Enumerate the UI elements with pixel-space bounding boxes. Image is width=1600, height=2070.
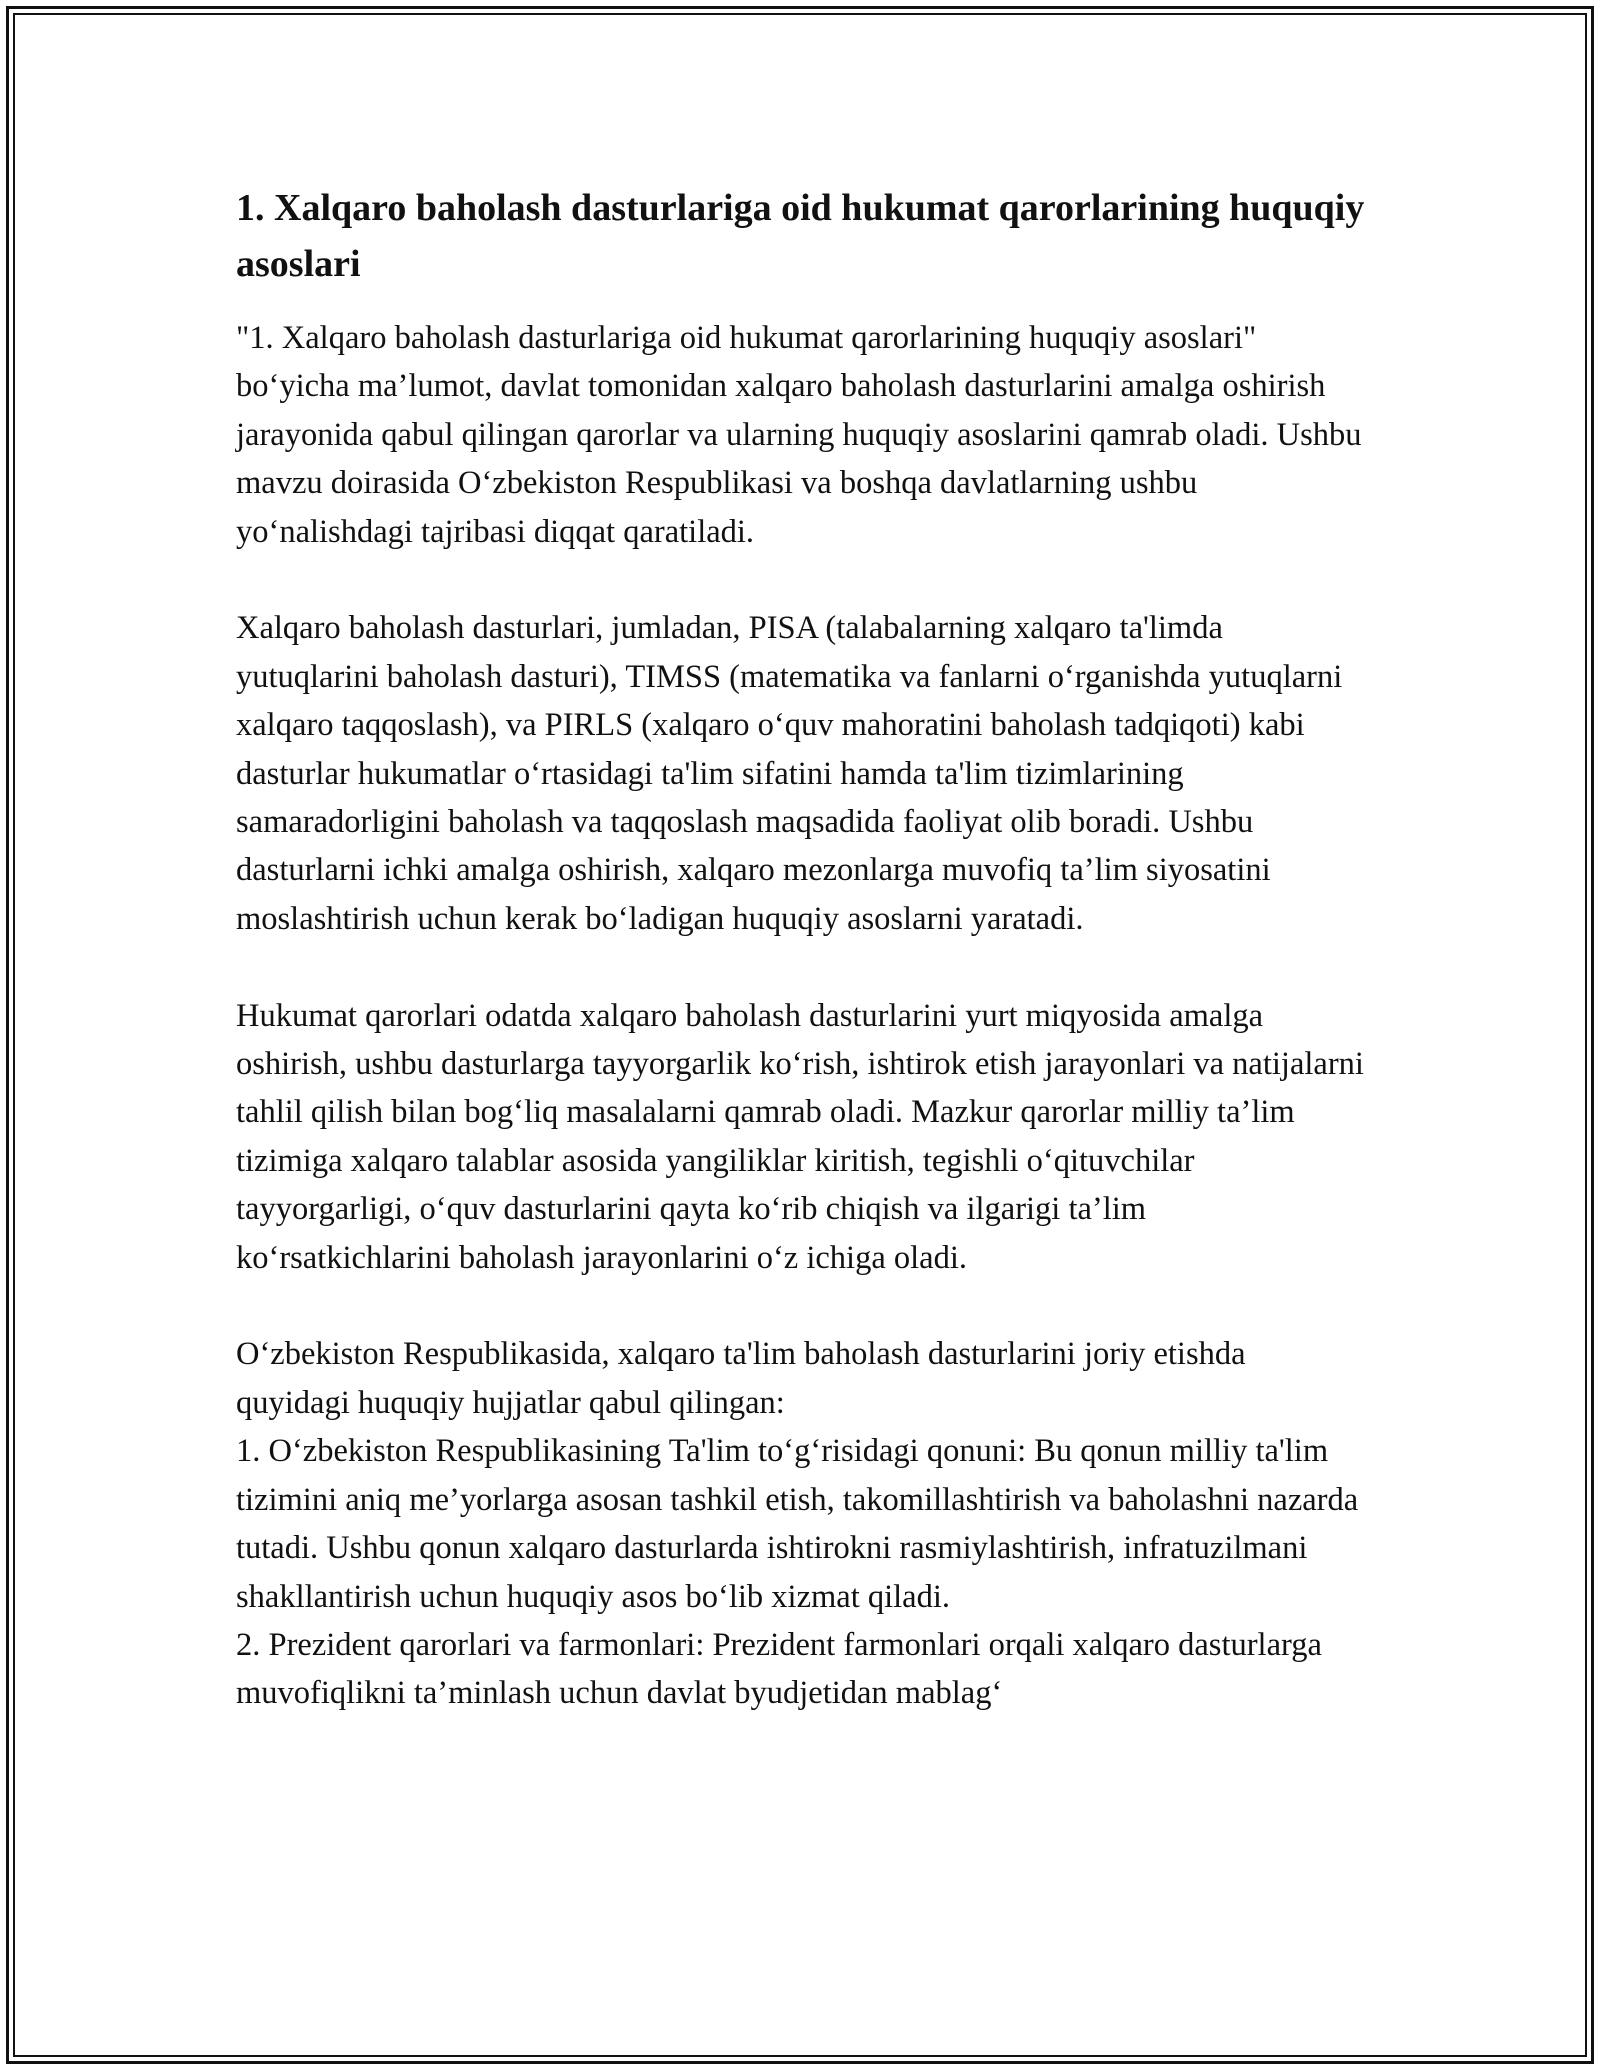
paragraph-spacer xyxy=(236,556,1366,604)
list-item-education-law: 1. O‘zbekiston Respublikasining Ta'lim to‘g‘risidagi qonuni: Bu qonun milliy ta'lim tizimini aniq me’yorlarga asosan tashkil etish, takomillashtirish va baholashni nazarda tutadi. Ushbu qonun xalqaro dasturlarda ishtirokni rasmiylashtirish, infratuzilmani shakllantirish uchun huquqiy asos bo‘lib xizmat qiladi. xyxy=(236,1433,1359,1615)
document-title: 1. Xalqaro baholash dasturlariga oid hukumat qarorlarining huquqiy asoslari xyxy=(236,187,1365,285)
paragraph-uzbekistan: O‘zbekiston Respublikasida, xalqaro ta'lim baholash dasturlarini joriy etishda quyidagi huquqiy hujjatlar qabul qilingan: xyxy=(236,1336,1246,1421)
paragraph-spacer xyxy=(236,1282,1366,1330)
document-body xyxy=(236,180,1366,1718)
paragraph-decisions: Hukumat qarorlari odatda xalqaro baholash dasturlarini yurt miqyosida amalga oshirish, ushbu dasturlarga tayyorgarlik ko‘rish, ishtirok etish jarayonlari va natijalarni tahlil qilish bilan bog‘liq masalalarni qamrab oladi. Mazkur qarorlar milliy ta’lim tizimiga xalqaro talablar asosida yangiliklar kiritish, tegishli o‘qituvchilar tayyorgarligi, o‘quv dasturlarini qayta ko‘rib chiqish va ilgarigi ta’lim ko‘rsatkichlarini baholash jarayonlarini o‘z ichiga oladi. xyxy=(236,997,1364,1276)
paragraph-intro: "1. Xalqaro baholash dasturlariga oid hukumat qarorlarining huquqiy asoslari" bo‘yicha ma’lumot, davlat tomonidan xalqaro baholash dasturlarini amalga oshirish jarayonida qabul qilingan qarorlar va ularning huquqiy asoslarini qamrab oladi. Ushbu mavzu doirasida O‘zbekiston Respublikasi va boshqa davlatlarning ushbu yo‘nalishdagi tajribasi diqqat qaratiladi. xyxy=(236,320,1362,550)
paragraph-spacer xyxy=(236,943,1366,991)
list-item-presidential-decrees: 2. Prezident qarorlari va farmonlari: Prezident farmonlari orqali xalqaro dasturlarga muvofiqlikni ta’minlash uchun davlat byudjetidan mablag‘ xyxy=(236,1626,1322,1712)
paragraph-programs: Xalqaro baholash dasturlari, jumladan, PISA (talabalarning xalqaro ta'limda yutuqlarini baholash dasturi), TIMSS (matematika va fanlarni o‘rganishda yutuqlarni xalqaro taqqoslash), va PIRLS (xalqaro o‘quv mahoratini baholash tadqiqoti) kabi dasturlar hukumatlar o‘rtasidagi ta'lim sifatini hamda ta'lim tizimlarining samaradorligini baholash va taqqoslash maqsadida faoliyat olib boradi. Ushbu dasturlarni ichki amalga oshirish, xalqaro mezonlarga muvofiq ta’lim siyosatini moslashtirish uchun kerak bo‘ladigan huquqiy asoslarni yaratadi. xyxy=(236,610,1343,937)
